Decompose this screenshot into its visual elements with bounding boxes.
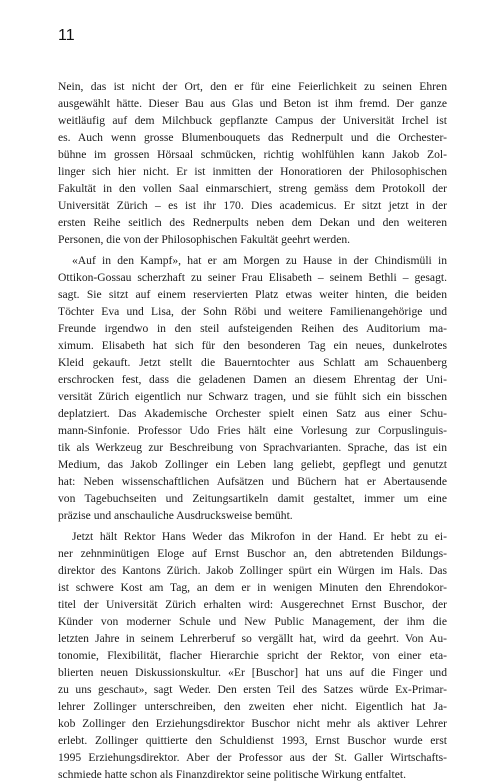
text-line: hat: Neben wissenschaftlichen Aufsätzen und Büchern hat er Abertausende bbox=[58, 475, 447, 488]
text-line: Töchter Eva und Lisa, der Sohn Röbi und weitere Familienangehörige und bbox=[58, 305, 447, 318]
text-line: weitläufig auf dem Milchbuck gepflanzte Campus der Universität Irchel ist bbox=[58, 114, 447, 127]
text-line: ximum. Elisabeth hat sich für den besonderen Tag ein neues, dunkelrotes bbox=[58, 339, 447, 352]
text-line: es. Auch wenn grosse Blumenbouquets das Rednerpult und die Orchester- bbox=[58, 131, 447, 144]
text-line: ist schwere Kost am Tag, an dem er in wenigen Minuten den Ehrendokor- bbox=[58, 581, 447, 594]
text-line: sagt. Sie sitzt auf einem reservierten Platz etwas weiter hinten, die beiden bbox=[58, 288, 447, 301]
text-line: Fakultät in den vollen Saal einmarschiert, streng gemäss dem Protokoll der bbox=[58, 182, 447, 195]
text-line: tik als Werkzeug zur Beschreibung von Sprachvarianten. Sprache, das ist ein bbox=[58, 441, 447, 454]
text-line: direktor des Kantons Zürich. Jakob Zollinger spürt ein Würgen im Hals. Das bbox=[58, 564, 447, 577]
text-line: tonomie, Flexibilität, flacher Hierarchie spricht der Rektor, von einer eta- bbox=[58, 649, 447, 662]
text-line: Universität Zürich – es ist ihr 170. Dies academicus. Er sitzt jetzt in der bbox=[58, 199, 447, 212]
text-line: ersten Reihe seitlich des Rednerpults neben dem Dekan und den weiteren bbox=[58, 216, 447, 229]
text-line: lehrer Zollinger unterschreiben, den zweiten eher nicht. Eigentlich hat Ja- bbox=[58, 700, 447, 713]
text-line: mann-Sinfonie. Professor Udo Fries hält eine Vorlesung zur Corpuslinguis- bbox=[58, 424, 447, 437]
text-line: erlebt. Zollinger quittierte den Schuldienst 1993, Ernst Buschor wurde erst bbox=[58, 734, 447, 747]
paragraph-3 bbox=[58, 528, 447, 783]
text-line: Jetzt hält Rektor Hans Weder das Mikrofon in der Hand. Er hebt zu ei- bbox=[72, 530, 447, 543]
text-line: «Auf in den Kampf», hat er am Morgen zu Hause in der Chindismüli in bbox=[72, 254, 447, 267]
text-line: Personen, die von der Philosophischen Fakultät geehrt werden. bbox=[58, 233, 351, 246]
text-line: titel der Universität Zürich erhalten wird: Ausgerechnet Ernst Buschor, der bbox=[58, 598, 447, 611]
text-line: linger sich hier nicht. Er ist inmitten der Honoratioren der Philosophischen bbox=[58, 165, 447, 178]
page-number: 11 bbox=[58, 27, 75, 44]
text-line: Nein, das ist nicht der Ort, den er für eine Feierlichkeit zu seinen Ehren bbox=[58, 80, 447, 93]
text-line: ner zehnminütigen Eloge auf Ernst Buschor an, den abtretenden Bildungs- bbox=[58, 547, 447, 560]
text-line: versität Zürich eigentlich nur Schwarz tragen, und sie fühlt sich ein bisschen bbox=[58, 390, 447, 403]
body-text bbox=[58, 78, 447, 783]
text-line: ausgewählt hätte. Dieser Bau aus Glas und Beton ist ihm fremd. Der ganze bbox=[58, 97, 447, 110]
text-line: bühne im grossen Hörsaal schmücken, richtig wohlfühlen kann Jakob Zol- bbox=[58, 148, 447, 161]
text-line: Ottikon-Gossau scherzhaft zu seiner Frau Elisabeth – seinem Bethli – gesagt. bbox=[58, 271, 447, 284]
text-line: Kleid gekauft. Jetzt stellt die Bauerntochter aus Schlatt am Schauenberg bbox=[58, 356, 447, 369]
text-line: von Tagebuchseiten und Zeitungsartikeln damit gestaltet, immer um eine bbox=[58, 492, 447, 505]
text-line: deplatziert. Das Akademische Orchester spielt einen Satz aus einer Schu- bbox=[58, 407, 447, 420]
text-line: kob Zollinger den Erziehungsdirektor Buschor nicht mehr als aktiver Lehrer bbox=[58, 717, 447, 730]
text-line: zu uns geschaut», sagt Weder. Den ersten Teil des Satzes würde Ex-Primar- bbox=[58, 683, 447, 696]
text-line: 1995 Erziehungsdirektor. Aber der Professor aus der St. Galler Wirtschafts- bbox=[58, 751, 447, 764]
paragraph-2 bbox=[58, 252, 447, 524]
text-line: Freunde irgendwo in den steil aufsteigenden Reihen des Auditorium ma- bbox=[58, 322, 447, 335]
text-line: schmiede hatte schon als Finanzdirektor seine politische Wirkung entfaltet. bbox=[58, 768, 406, 781]
text-line: Künder von moderner Schule und New Public Management, der ihm die bbox=[58, 615, 447, 628]
text-line: letzten Jahre in seinem Lehrerberuf so vergällt hat, wird da geehrt. Von Au- bbox=[58, 632, 447, 645]
text-line: erschrocken fest, dass die geladenen Damen an diesem Ehrentag der Uni- bbox=[58, 373, 447, 386]
paragraph-1 bbox=[58, 78, 447, 248]
text-line: blierten neuen Diskussionskultur. «Er [Buschor] hat uns auf die Finger und bbox=[58, 666, 447, 679]
text-line: präzise und anschauliche Ausdrucksweise bemüht. bbox=[58, 509, 293, 522]
text-line: Medium, das Jakob Zollinger ein Leben lang geliebt, gepflegt und genutzt bbox=[58, 458, 447, 471]
